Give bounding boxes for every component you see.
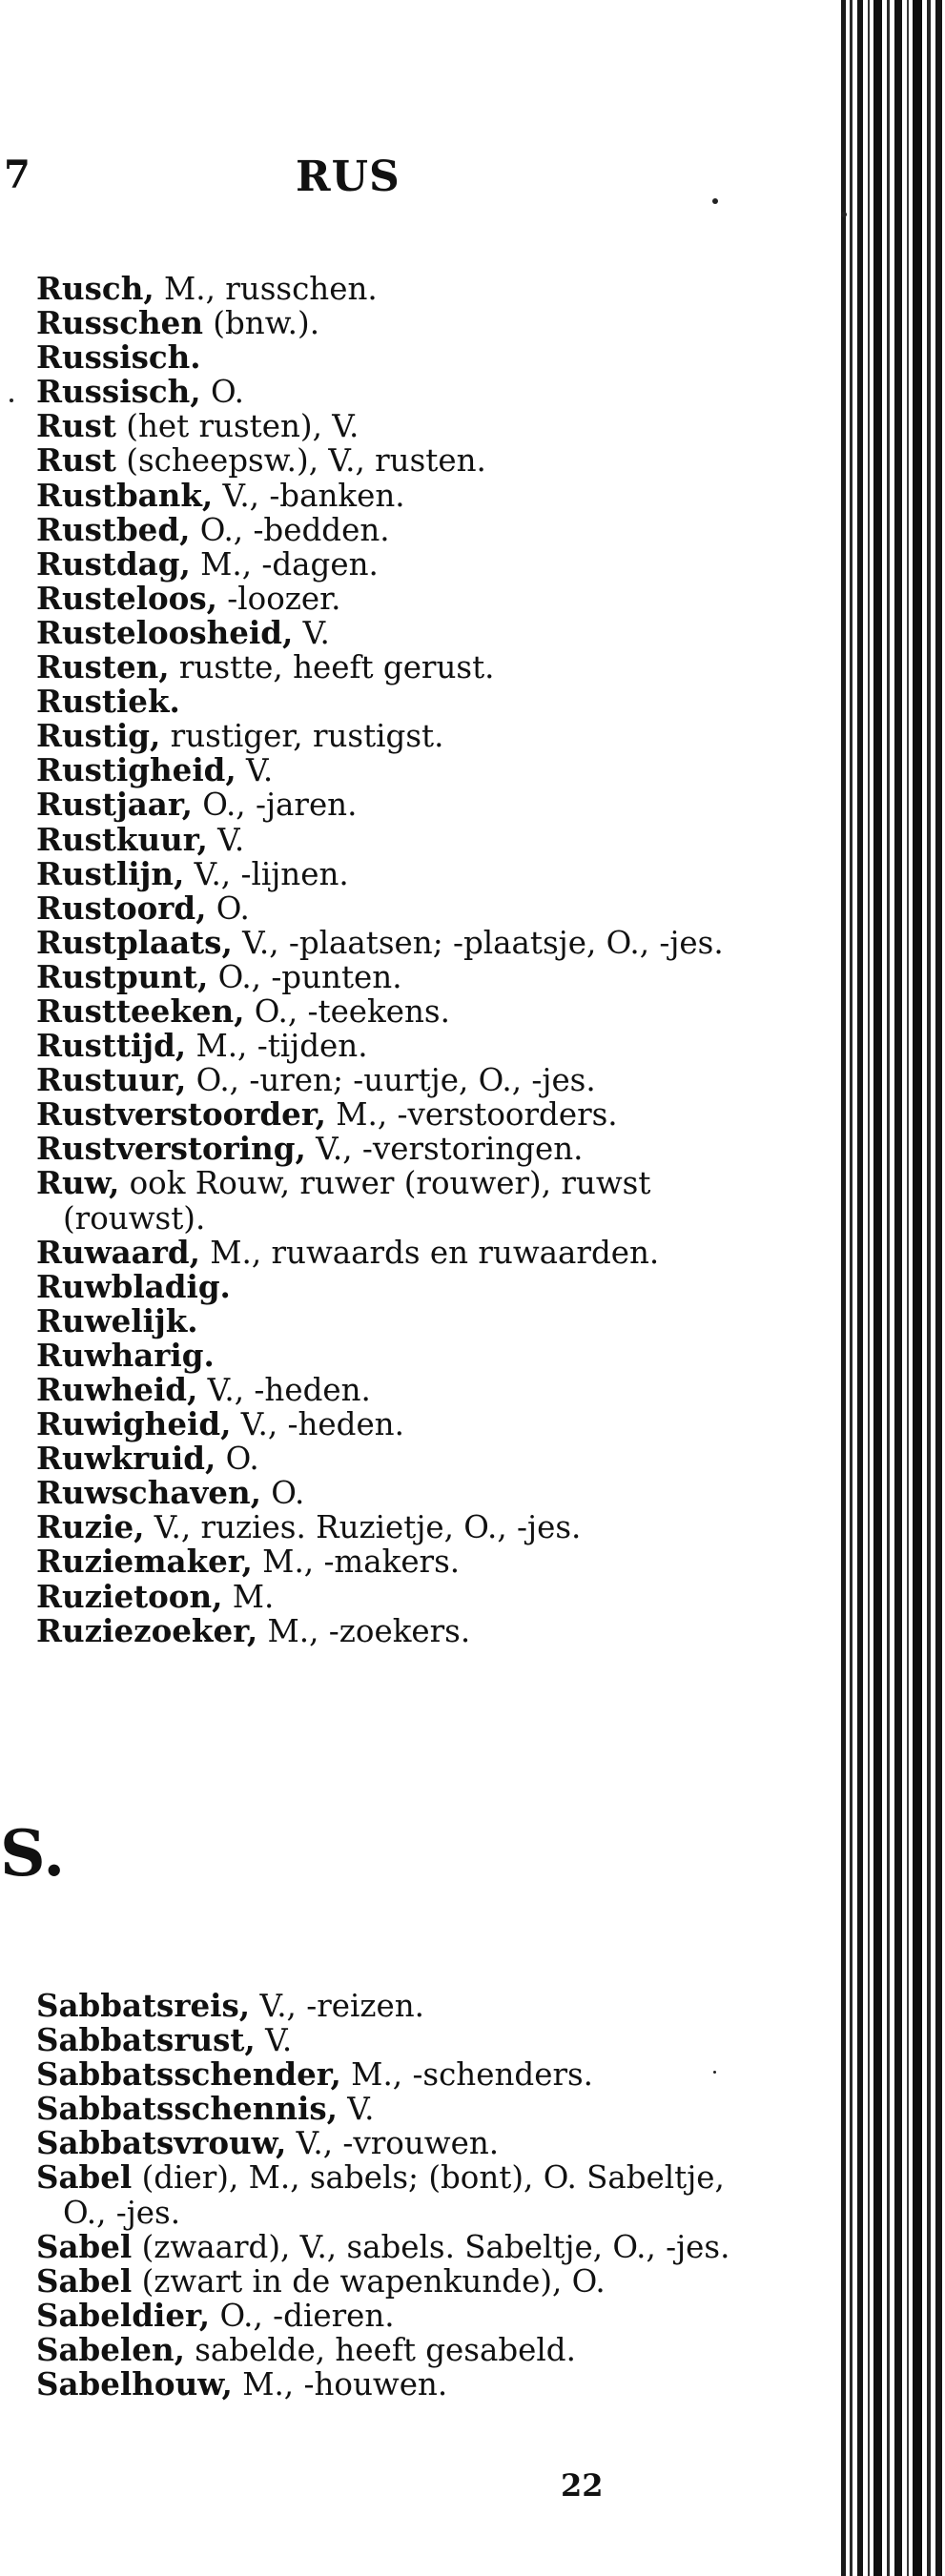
dictionary-entry <box>36 375 742 409</box>
section-letter: S. <box>0 1816 66 1891</box>
entry-headword: Rustpunt, <box>36 957 209 995</box>
entry-definition: M., -houwen. <box>232 2366 448 2403</box>
entry-definition: rustte, heeft gerust. <box>169 649 495 686</box>
entry-definition: (het rusten), V. <box>115 408 360 445</box>
entry-definition: M. <box>222 1578 275 1615</box>
entry-headword: Rustplaats, <box>36 923 233 961</box>
entry-headword: Rusch, <box>36 270 154 307</box>
dictionary-entry <box>36 1097 742 1132</box>
dictionary-entry <box>36 753 742 787</box>
entry-definition: M., -dagen. <box>190 545 379 583</box>
dictionary-entry <box>36 820 742 858</box>
entry-headword: Rust <box>36 407 116 445</box>
entry-definition: V. <box>293 614 330 651</box>
entry-definition: ook Rouw, ruwer (rouwer), ruwst (rouwst). <box>63 1165 651 1237</box>
dictionary-entry <box>36 1301 742 1339</box>
entry-headword: Rusteloos, <box>36 579 217 617</box>
entry-definition: O. <box>216 1441 259 1478</box>
entry-headword: Rustdag, <box>36 544 191 583</box>
dictionary-entry <box>36 1336 742 1374</box>
entry-definition: O. <box>200 374 245 411</box>
dictionary-entry <box>36 443 742 478</box>
dictionary-entry <box>36 2227 742 2265</box>
entry-definition: M., -schenders. <box>340 2056 593 2094</box>
entry-definition: M., -verstoorders. <box>325 1096 618 1134</box>
dictionary-entry <box>36 719 742 753</box>
entry-headword: Russisch. <box>36 338 201 377</box>
entry-list-s <box>36 1989 742 2402</box>
dictionary-entry <box>36 510 742 548</box>
dictionary-entry <box>36 1577 742 1615</box>
entry-definition: M., -tijden. <box>186 1028 368 1065</box>
entry-definition: V., -reizen. <box>250 1988 424 2024</box>
entry-headword: Rustlijn, <box>36 854 185 892</box>
entry-definition: V., -lijnen. <box>184 855 349 892</box>
dictionary-entry <box>36 1132 742 1166</box>
entry-headword: Sabelen, <box>36 2330 185 2368</box>
dictionary-entry <box>36 1544 742 1579</box>
dictionary-entry <box>36 1373 742 1407</box>
entry-headword: Ruwkruid, <box>36 1440 216 1478</box>
dictionary-entry <box>36 1611 742 1649</box>
entry-definition: O. <box>206 889 250 927</box>
entry-definition: V. <box>236 752 274 789</box>
entry-definition: -loozer. <box>216 580 341 617</box>
dictionary-entry <box>36 476 742 514</box>
entry-headword: Sabel <box>36 2261 133 2300</box>
entry-headword: Ruw, <box>36 1164 120 1202</box>
dictionary-entry <box>36 891 742 926</box>
entry-definition: V. <box>337 2091 375 2128</box>
entry-definition: O., -jaren. <box>192 787 358 824</box>
entry-definition: M., -zoekers. <box>257 1612 471 1649</box>
entry-headword: Rustuur, <box>36 1061 187 1099</box>
running-head: RUS <box>296 153 401 201</box>
print-speck <box>841 212 847 217</box>
entry-definition: V. <box>255 2022 293 2059</box>
entry-headword: Ruziezoeker, <box>36 1611 258 1649</box>
entry-headword: Rustkuur, <box>36 820 208 858</box>
entry-definition: O., -teekens. <box>244 992 450 1030</box>
dictionary-entry <box>36 994 742 1029</box>
entry-definition: V., -heden. <box>197 1372 371 1408</box>
dictionary-entry <box>36 579 742 617</box>
dictionary-entry <box>36 1476 742 1510</box>
entry-headword: Rusten, <box>36 648 170 686</box>
entry-headword: Sabel <box>36 2158 133 2197</box>
print-speck <box>712 198 718 204</box>
dictionary-entry <box>36 2261 742 2300</box>
book-spine-edge <box>839 0 945 2576</box>
dictionary-entry <box>36 544 742 583</box>
entry-headword: Ruwelijk. <box>36 1301 198 1339</box>
dictionary-entry <box>36 2092 742 2126</box>
entry-definition: M., -makers. <box>252 1544 461 1581</box>
entry-definition: V., -vrouwen. <box>286 2125 500 2162</box>
entry-headword: Sabbatsschender, <box>36 2055 341 2094</box>
entry-headword: Rustverstoring, <box>36 1130 306 1168</box>
entry-headword: Ruwharig. <box>36 1336 215 1374</box>
dictionary-entry <box>36 957 742 995</box>
dictionary-entry <box>36 2296 742 2334</box>
dictionary-entry <box>36 2330 742 2368</box>
entry-headword: Rustigheid, <box>36 751 236 789</box>
entry-definition: V., -plaatsen; -plaatsje, O., -jes. <box>232 924 724 961</box>
entry-definition: rustiger, rustigst. <box>160 718 444 755</box>
entry-headword: Rustjaar, <box>36 786 193 824</box>
entry-headword: Ruwheid, <box>36 1371 198 1408</box>
print-speck <box>713 2071 716 2074</box>
entry-headword: Rustbed, <box>36 510 191 548</box>
entry-headword: Rustiek. <box>36 683 180 721</box>
entry-headword: Russchen <box>36 304 203 342</box>
entry-definition: O., -bedden. <box>190 511 390 548</box>
dictionary-entry <box>36 1441 742 1476</box>
entry-definition: V., -verstoringen. <box>305 1131 584 1168</box>
entry-definition: O. <box>260 1475 305 1512</box>
entry-headword: Rustteeken, <box>36 992 245 1030</box>
entry-list-r <box>36 272 742 1648</box>
entry-definition: M., russchen. <box>154 271 378 307</box>
entry-definition: V., -banken. <box>213 477 405 514</box>
dictionary-entry <box>36 2023 742 2057</box>
dictionary-entry <box>36 1989 742 2023</box>
dictionary-entry <box>36 272 742 306</box>
entry-headword: Ruwaard, <box>36 1233 200 1271</box>
dictionary-entry <box>36 1510 742 1544</box>
dictionary-entry <box>36 306 742 340</box>
print-speck <box>10 399 13 402</box>
dictionary-entry <box>36 2367 742 2402</box>
entry-headword: Russisch, <box>36 373 201 411</box>
dictionary-entry <box>36 340 742 375</box>
entry-headword: Rusteloosheid, <box>36 613 294 651</box>
dictionary-entry <box>36 409 742 443</box>
entry-definition: O., -dieren. <box>210 2297 395 2334</box>
entry-headword: Sabbatsrust, <box>36 2021 256 2059</box>
entry-definition: V., ruzies. Ruzietje, O., -jes. <box>144 1509 582 1546</box>
entry-definition: (scheepsw.), V., rusten. <box>115 442 486 480</box>
entry-headword: Rust <box>36 441 116 480</box>
entry-headword: Rustverstoorder, <box>36 1095 326 1134</box>
dictionary-entry <box>36 613 742 651</box>
dictionary-entry <box>36 854 742 892</box>
dictionary-entry <box>36 2160 742 2229</box>
dictionary-entry <box>36 1166 742 1235</box>
dictionary-entry <box>36 685 742 719</box>
dictionary-entry <box>36 1407 742 1441</box>
dictionary-entry <box>36 2057 742 2092</box>
entry-headword: Rustbank, <box>36 476 214 514</box>
folio-number: 22 <box>561 2467 604 2504</box>
entry-headword: Ruwigheid, <box>36 1405 232 1443</box>
entry-definition: (zwart in de wapenkunde), O. <box>132 2262 606 2300</box>
entry-definition: V., -heden. <box>231 1406 404 1443</box>
entry-definition: (dier), M., sabels; (bont), O. Sabeltje, O., -jes. <box>63 2159 725 2231</box>
entry-headword: Rustig, <box>36 717 161 755</box>
entry-definition: (bnw.). <box>202 305 320 342</box>
page-number-fragment: 7 <box>4 153 31 197</box>
entry-headword: Ruzietoon, <box>36 1577 223 1615</box>
dictionary-entry <box>36 1267 742 1305</box>
entry-headword: Rusttijd, <box>36 1027 187 1065</box>
entry-headword: Ruwschaven, <box>36 1474 261 1512</box>
dictionary-entry <box>36 1233 742 1271</box>
dictionary-entry <box>36 2126 742 2160</box>
dictionary-entry <box>36 1029 742 1063</box>
entry-definition: O., -uren; -uurtje, O., -jes. <box>186 1062 596 1099</box>
entry-headword: Sabbatsreis, <box>36 1987 251 2024</box>
entry-headword: Rustoord, <box>36 889 207 927</box>
entry-headword: Ruziemaker, <box>36 1543 253 1581</box>
entry-headword: Sabelhouw, <box>36 2365 233 2403</box>
dictionary-entry <box>36 787 742 822</box>
entry-definition: sabelde, heeft gesabeld. <box>184 2331 576 2368</box>
entry-definition: (zwaard), V., sabels. Sabeltje, O., -jes. <box>132 2228 730 2265</box>
entry-headword: Sabbatsschennis, <box>36 2090 338 2128</box>
entry-headword: Sabel <box>36 2227 133 2265</box>
entry-headword: Sabeldier, <box>36 2296 211 2334</box>
dictionary-entry <box>36 650 742 685</box>
entry-headword: Ruzie, <box>36 1508 145 1546</box>
entry-definition: V. <box>207 821 245 858</box>
entry-headword: Ruwbladig. <box>36 1267 231 1305</box>
dictionary-entry <box>36 923 742 961</box>
entry-definition: O., -punten. <box>208 958 402 995</box>
entry-definition: M., ruwaards en ruwaarden. <box>199 1234 660 1271</box>
entry-headword: Sabbatsvrouw, <box>36 2124 287 2162</box>
dictionary-entry <box>36 1063 742 1097</box>
